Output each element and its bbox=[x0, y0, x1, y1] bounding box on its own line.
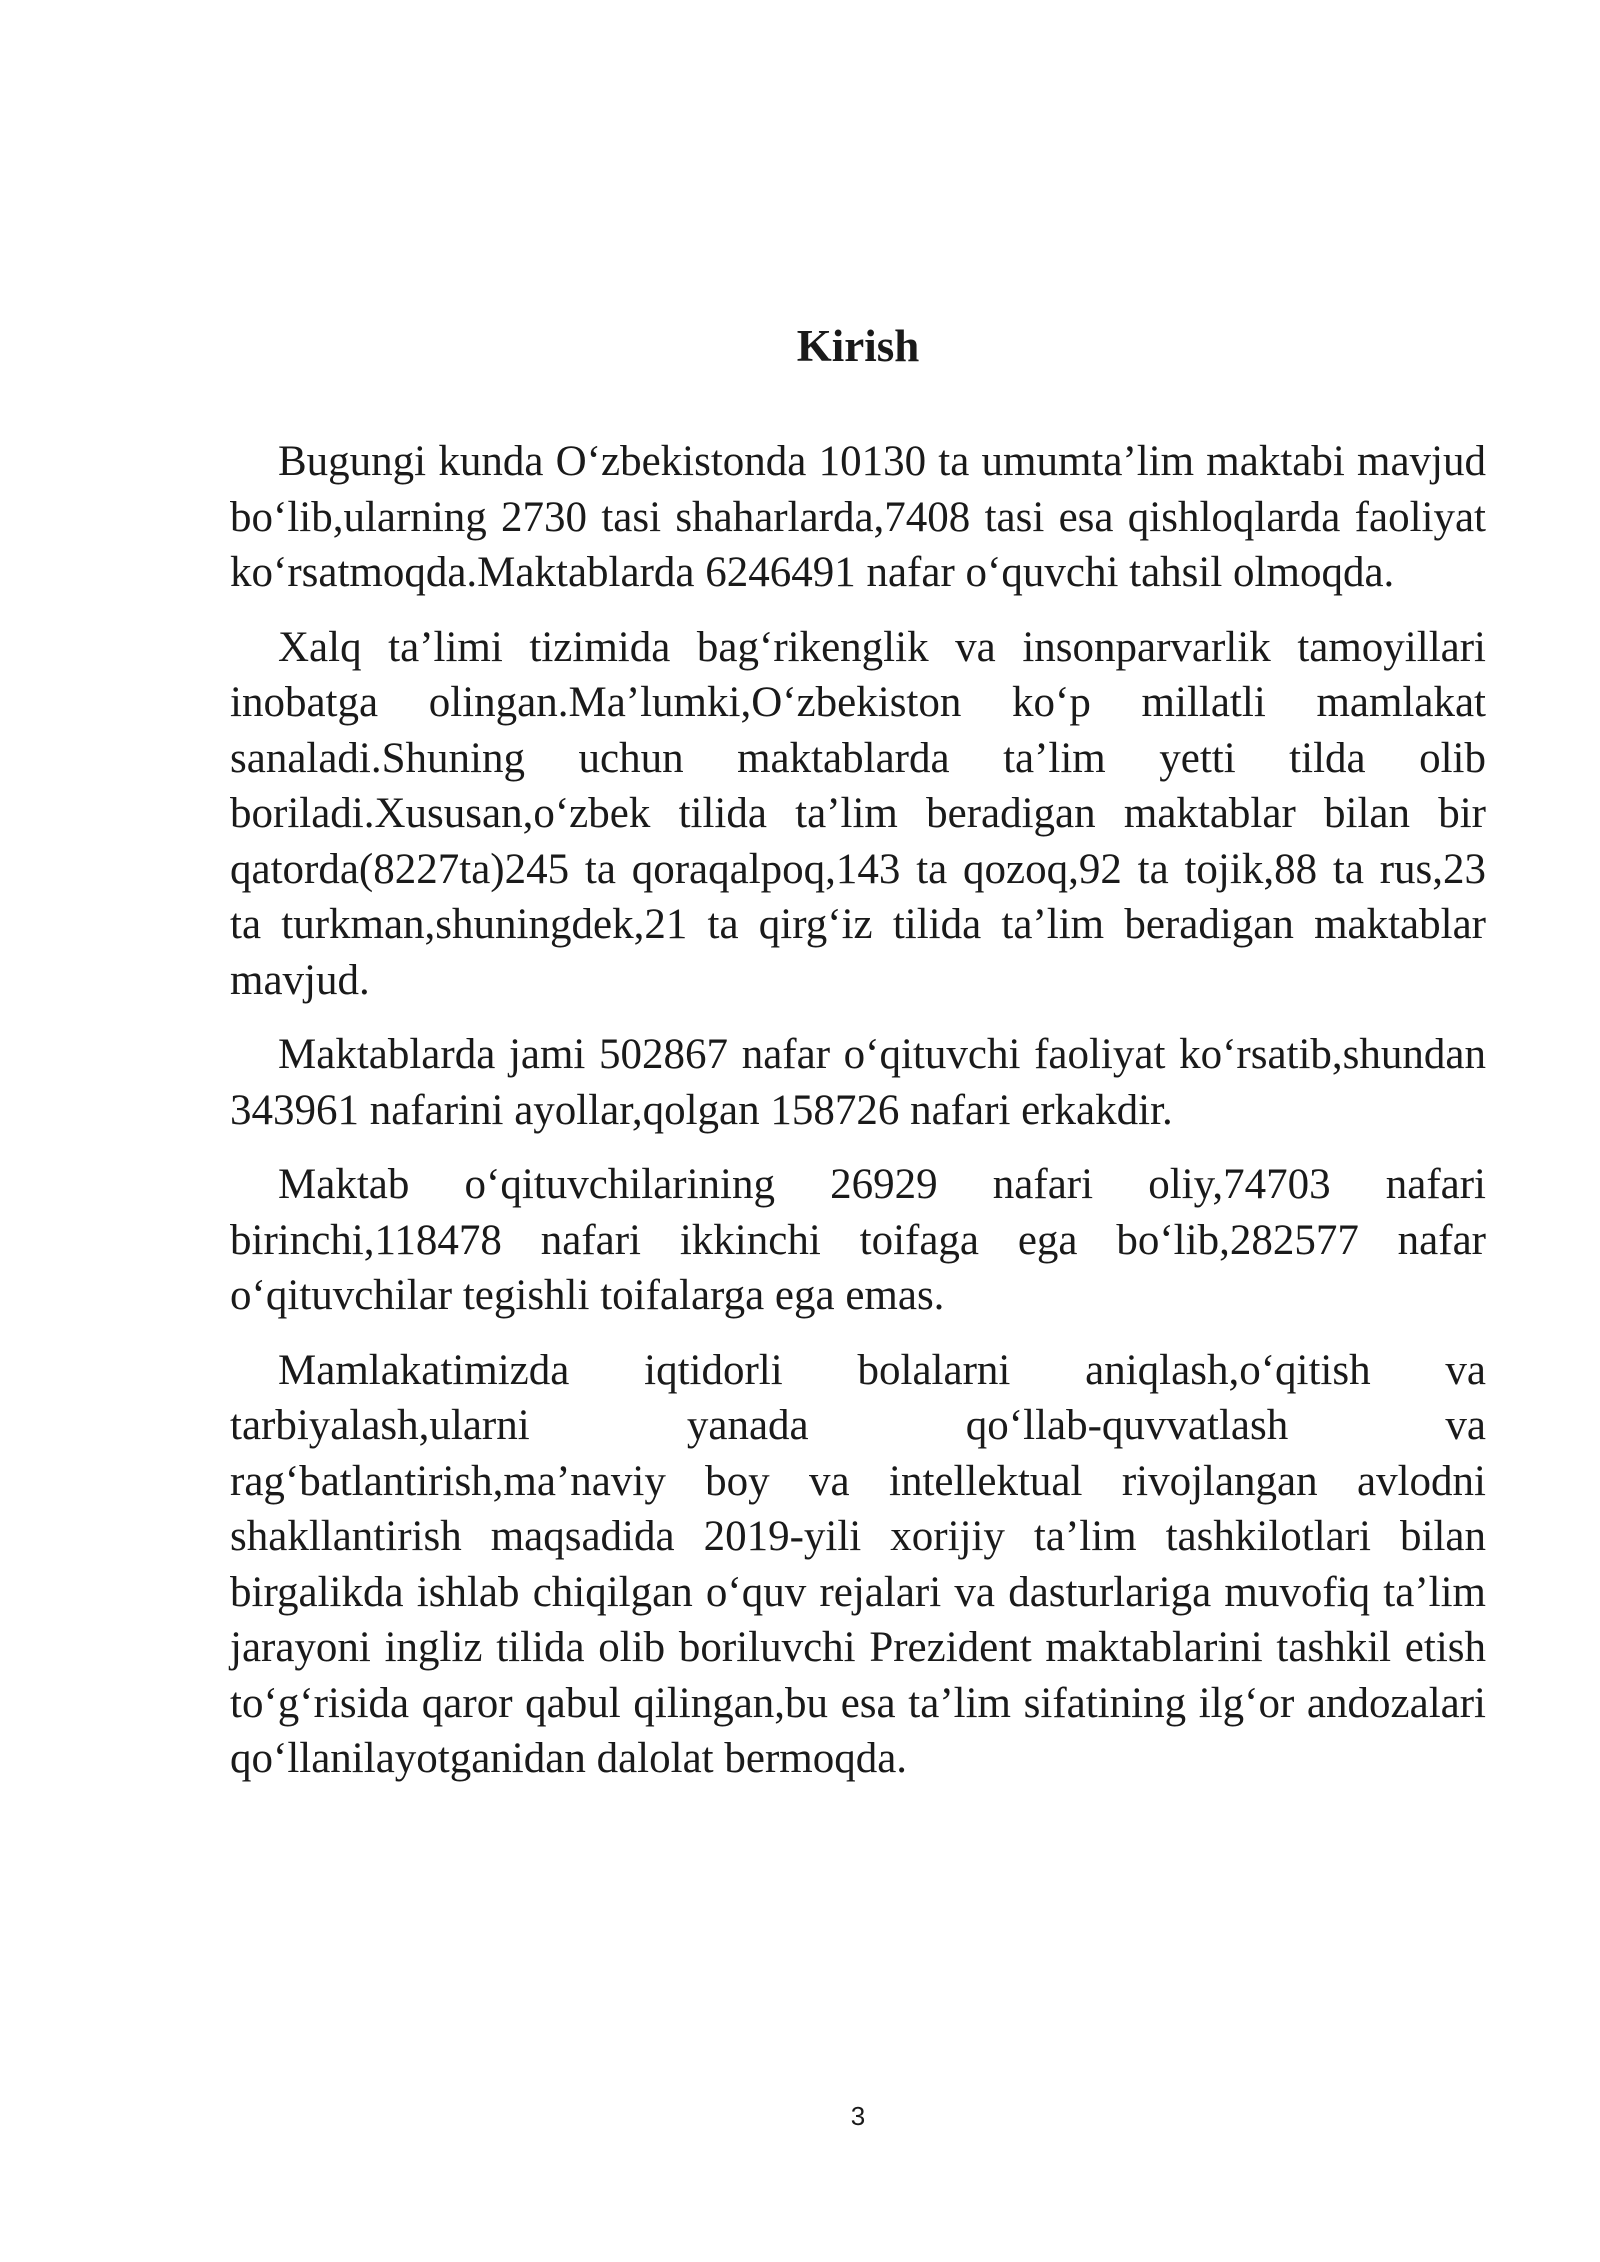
paragraph-3: Maktablarda jami 502867 nafar o‘qituvchi faoliyat ko‘rsatib,shundan 343961 nafarini ayollar,qolgan 158726 nafari erkakdir. bbox=[230, 1031, 1486, 1134]
body-text bbox=[230, 434, 1486, 1806]
paragraph-4: Maktab o‘qituvchilarining 26929 nafari oliy,74703 nafari birinchi,118478 nafari ikkinchi toifaga ega bo‘lib,282577 nafar o‘qituvchilar tegishli toifalarga ega emas. bbox=[230, 1161, 1486, 1319]
paragraph-5: Mamlakatimizda iqtidorli bolalarni aniqlash,o‘qitish va tarbiyalash,ularni yanada qo‘llab-quvvatlash va rag‘batlantirish,ma’naviy boy va intellektual rivojlangan avlodni shakllantirish maqsadida 2019-yili xorijiy ta’lim tashkilotlari bilan birgalikda ishlab chiqilgan o‘quv rejalari va dasturlariga muvofiq ta’lim jarayoni ingliz tilida olib boriluvchi Prezident maktablarini tashkil etish to‘g‘risida qaror qabul qilingan,bu esa ta’lim sifatining ilg‘or andozalari qo‘llanilayotganidan dalolat bermoqda. bbox=[230, 1346, 1486, 1782]
page-title: Kirish bbox=[796, 321, 920, 371]
paragraph-2: Xalq ta’limi tizimida bag‘rikenglik va insonparvarlik tamoyillari inobatga olingan.Ma’lumki,O‘zbekiston ko‘p millatli mamlakat sanaladi.Shuning uchun maktablarda ta’lim yetti tilda olib boriladi.Xususan,o‘zbek tilida ta’lim beradigan maktablar bilan bir qatorda(8227ta)245 ta qoraqalpoq,143 ta qozoq,92 ta tojik,88 ta rus,23 ta turkman,shuningdek,21 ta qirg‘iz tilida ta’lim beradigan maktablar mavjud. bbox=[230, 623, 1486, 1004]
document-page bbox=[230, 0, 1486, 2262]
paragraph-1: Bugungi kunda O‘zbekistonda 10130 ta umumta’lim maktabi mavjud bo‘lib,ularning 2730 tasi shaharlarda,7408 tasi esa qishloqlarda faoliyat ko‘rsatmoqda.Maktablarda 6246491 nafar o‘quvchi tahsil olmoqda. bbox=[230, 438, 1486, 596]
page-number: 3 bbox=[850, 2101, 866, 2131]
